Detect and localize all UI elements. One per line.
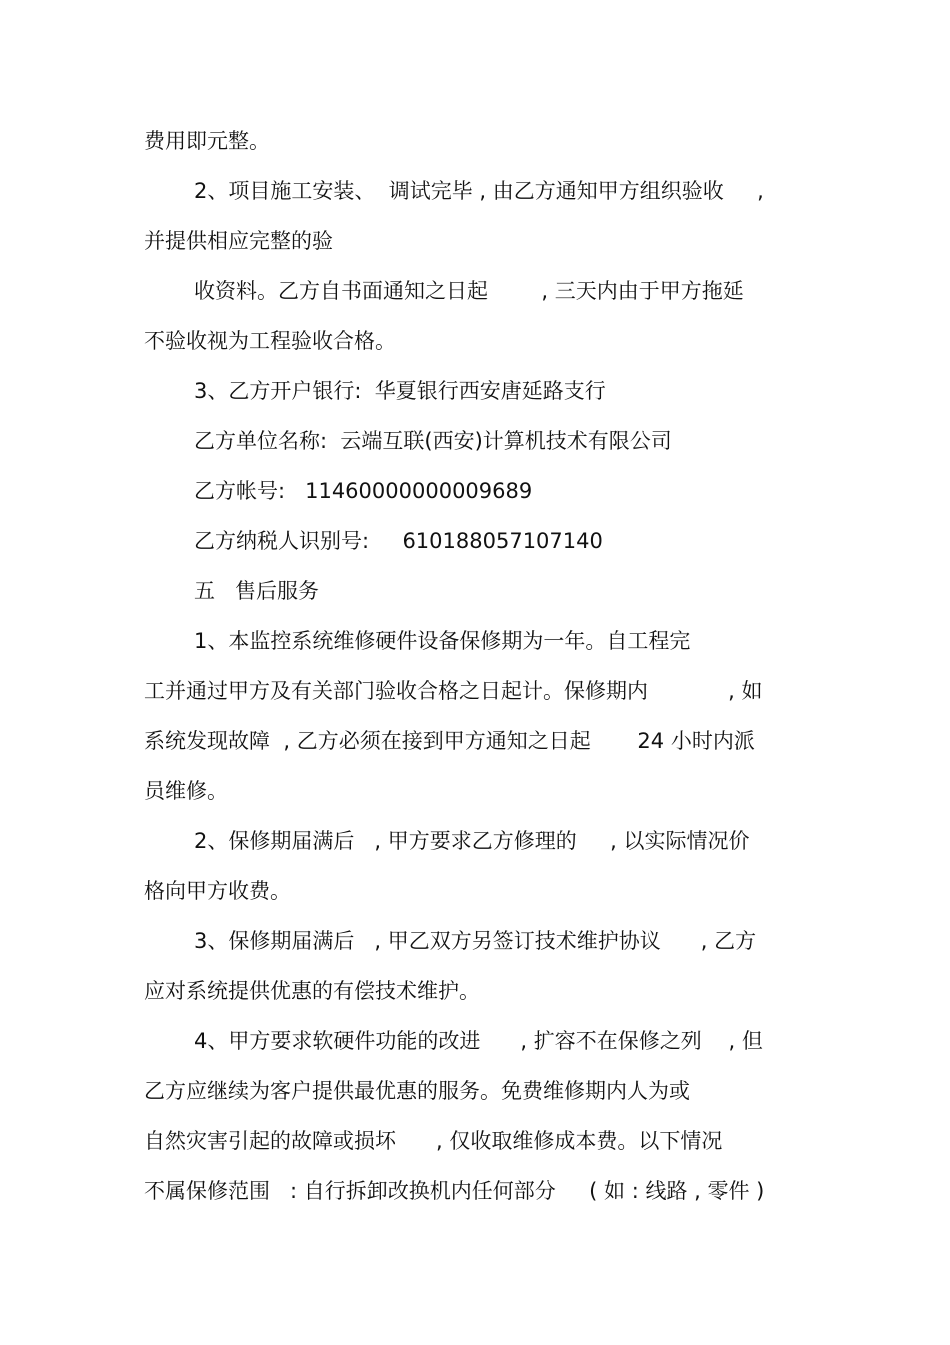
text-line-2: 2、项目施工安装、 调试完毕 , 由乙方通知甲方组织验收 , (194, 179, 764, 203)
text-line-18: 应对系统提供优惠的有偿技术维护。 (144, 979, 480, 1003)
text-line-15: 2、保修期届满后 , 甲方要求乙方修理的 , 以实际情况价 (194, 829, 750, 853)
text-line-3: 并提供相应完整的验 (144, 229, 333, 253)
text-line-17: 3、保修期届满后 , 甲乙双方另签订技术维护协议 , 乙方 (194, 929, 757, 953)
text-line-13: 系统发现故障 , 乙方必须在接到甲方通知之日起 24 小时内派 (144, 729, 755, 753)
text-line-8: 乙方帐号: 11460000000009689 (194, 479, 533, 503)
text-line-22: 不属保修范围 : 自行拆卸改换机内任何部分 ( 如 : 线路 , 零件 ) (144, 1179, 765, 1203)
text-line-19: 4、甲方要求软硬件功能的改进 , 扩容不在保修之列 , 但 (194, 1029, 763, 1053)
section-heading: 五 售后服务 (194, 579, 320, 603)
text-line-9: 乙方纳税人识别号: 610188057107140 (194, 529, 603, 553)
text-line-12: 工并通过甲方及有关部门验收合格之日起计。保修期内 , 如 (144, 679, 763, 703)
text-line-5: 不验收视为工程验收合格。 (144, 329, 396, 353)
text-line-4: 收资料。乙方自书面通知之日起 , 三天内由于甲方拖延 (194, 279, 744, 303)
text-line-21: 自然灾害引起的故障或损坏 , 仅收取维修成本费。以下情况 (144, 1129, 723, 1153)
text-line-16: 格向甲方收费。 (144, 879, 291, 903)
text-line-11: 1、本监控系统维修硬件设备保修期为一年。自工程完 (194, 629, 691, 653)
text-line-20: 乙方应继续为客户提供最优惠的服务。免费维修期内人为或 (144, 1079, 690, 1103)
text-line-14: 员维修。 (144, 779, 228, 803)
text-line-6: 3、乙方开户银行: 华夏银行西安唐延路支行 (194, 379, 606, 403)
text-line-7: 乙方单位名称: 云端互联(西安)计算机技术有限公司 (194, 429, 672, 453)
text-line-1: 费用即元整。 (144, 129, 270, 153)
